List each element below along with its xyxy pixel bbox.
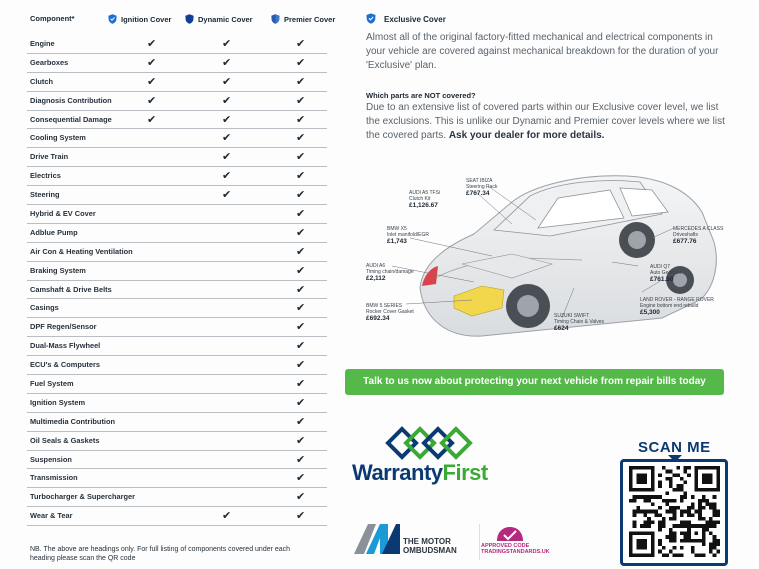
car-part: Engine bottom end rebuild bbox=[640, 303, 699, 309]
table-row bbox=[27, 281, 327, 300]
component-label: Consequential Damage bbox=[30, 114, 112, 124]
component-label: DPF Regen/Sensor bbox=[30, 322, 97, 332]
table-row bbox=[27, 129, 327, 148]
check-icon: ✔ bbox=[296, 339, 306, 353]
car-price: £692.34 bbox=[366, 315, 390, 322]
check-icon: ✔ bbox=[222, 509, 232, 523]
car-part: Timing chain/damage bbox=[366, 269, 414, 275]
component-label: Fuel System bbox=[30, 379, 74, 389]
car-price: £624 bbox=[554, 325, 569, 332]
table-row bbox=[27, 73, 327, 92]
car-price: £761.50 bbox=[650, 276, 674, 283]
header-premier-label: Premier Cover bbox=[284, 15, 336, 24]
contact-banner: Talk to us now about protecting your next vehicle from repair bills today bbox=[345, 369, 724, 395]
header-dynamic-label: Dynamic Cover bbox=[198, 15, 253, 24]
ask-dealer-text: Ask your dealer for more details. bbox=[448, 130, 605, 141]
check-icon: ✔ bbox=[296, 150, 306, 164]
check-icon: ✔ bbox=[222, 112, 232, 126]
car-part: Rocker Cover Gasket bbox=[366, 309, 414, 315]
check-icon: ✔ bbox=[296, 509, 306, 523]
header-component: Component* bbox=[30, 14, 75, 23]
check-icon: ✔ bbox=[296, 263, 306, 277]
component-label: Braking System bbox=[30, 265, 86, 275]
table-row bbox=[27, 262, 327, 281]
check-icon: ✔ bbox=[147, 93, 157, 107]
exclusive-cover-heading bbox=[366, 13, 446, 24]
brand-warranty: Warranty bbox=[352, 460, 443, 485]
table-row bbox=[27, 148, 327, 167]
table-footnote: NB. The above are headings only. For full listing of components covered under each heading please scan the QR code bbox=[30, 546, 291, 562]
warranty-first-logo bbox=[352, 460, 488, 486]
table-row bbox=[27, 167, 327, 186]
check-icon: ✔ bbox=[147, 74, 157, 88]
exclusive-cover-title: Exclusive Cover bbox=[384, 15, 446, 24]
check-icon: ✔ bbox=[296, 395, 306, 409]
car-price: £2,112 bbox=[366, 275, 386, 282]
table-row bbox=[27, 299, 327, 318]
car-name: AUDI A5 TFSi bbox=[409, 190, 441, 196]
check-icon: ✔ bbox=[296, 377, 306, 391]
component-label: Camshaft & Drive Belts bbox=[30, 284, 112, 294]
check-icon: ✔ bbox=[296, 112, 306, 126]
check-icon: ✔ bbox=[296, 207, 306, 221]
component-label: Electrics bbox=[30, 171, 61, 181]
check-icon: ✔ bbox=[296, 93, 306, 107]
car-price: £677.76 bbox=[673, 238, 697, 245]
approved-code-logo bbox=[481, 543, 550, 555]
table-row bbox=[27, 318, 327, 337]
check-icon: ✔ bbox=[296, 55, 306, 69]
car-name: BMW X5 bbox=[387, 226, 407, 232]
car-name: LAND ROVER - RANGE ROVER bbox=[640, 297, 714, 303]
car-name: BMW 5 SERIES bbox=[366, 303, 403, 309]
check-icon: ✔ bbox=[296, 188, 306, 202]
check-icon: ✔ bbox=[222, 150, 232, 164]
component-label: Drive Train bbox=[30, 152, 69, 162]
car-example-audi-a5 bbox=[409, 190, 440, 210]
car-example-suzuki-swift bbox=[554, 313, 604, 333]
component-label: Adblue Pump bbox=[30, 227, 78, 237]
not-covered-description bbox=[366, 101, 726, 143]
table-row bbox=[27, 394, 327, 413]
check-icon: ✔ bbox=[296, 433, 306, 447]
not-covered-text: Due to an extensive list of covered parts within our Exclusive cover level, we list the exclusions. This is unlike our Dynamic and Premier cover levels where we list the covered parts. bbox=[366, 102, 725, 141]
table-row bbox=[27, 35, 327, 54]
check-icon: ✔ bbox=[296, 471, 306, 485]
check-icon: ✔ bbox=[296, 490, 306, 504]
table-row bbox=[27, 375, 327, 394]
car-part: Timing Chain & Valves bbox=[554, 319, 605, 325]
approved-line1: APPROVED CODE bbox=[481, 543, 530, 549]
brand-first: First bbox=[442, 460, 488, 485]
check-icon: ✔ bbox=[222, 169, 232, 183]
check-icon: ✔ bbox=[222, 93, 232, 107]
component-label: Hybrid & EV Cover bbox=[30, 209, 96, 219]
component-label: Gearboxes bbox=[30, 57, 69, 67]
car-price: £1,126.67 bbox=[409, 202, 438, 209]
component-label: Multimedia Contribution bbox=[30, 416, 115, 426]
shield-icon bbox=[271, 14, 280, 24]
component-label: Suspension bbox=[30, 454, 72, 464]
check-icon: ✔ bbox=[296, 358, 306, 372]
check-icon: ✔ bbox=[222, 55, 232, 69]
check-icon: ✔ bbox=[296, 452, 306, 466]
table-row bbox=[27, 243, 327, 262]
shield-icon bbox=[108, 14, 117, 24]
car-example-mercedes-a-class bbox=[673, 226, 723, 246]
check-icon: ✔ bbox=[222, 131, 232, 145]
table-row bbox=[27, 224, 327, 243]
check-icon: ✔ bbox=[296, 282, 306, 296]
component-label: Casings bbox=[30, 303, 59, 313]
scan-me-label: SCAN ME bbox=[638, 439, 711, 456]
component-label: Ignition System bbox=[30, 397, 86, 407]
header-ignition-label: Ignition Cover bbox=[121, 15, 172, 24]
check-icon: ✔ bbox=[296, 301, 306, 315]
table-row bbox=[27, 186, 327, 205]
component-label: Turbocharger & Supercharger bbox=[30, 492, 135, 502]
table-row bbox=[27, 451, 327, 470]
table-row bbox=[27, 205, 327, 224]
table-row bbox=[27, 337, 327, 356]
car-name: MERCEDES A CLASS bbox=[673, 226, 724, 232]
shield-icon bbox=[185, 14, 194, 24]
table-row bbox=[27, 111, 327, 130]
component-label: Engine bbox=[30, 39, 55, 48]
shield-icon bbox=[366, 13, 376, 24]
check-icon: ✔ bbox=[222, 188, 232, 202]
table-row bbox=[27, 356, 327, 375]
table-row bbox=[27, 413, 327, 432]
table-row bbox=[27, 488, 327, 507]
table-row bbox=[27, 469, 327, 488]
coverage-table bbox=[27, 10, 336, 523]
car-example-bmw-x5 bbox=[387, 226, 429, 246]
check-icon: ✔ bbox=[222, 37, 232, 50]
car-example-seat-ibiza bbox=[466, 178, 497, 198]
car-name: AUDI A6 bbox=[366, 263, 386, 269]
qr-code[interactable] bbox=[629, 466, 720, 557]
component-label: Diagnosis Contribution bbox=[30, 95, 112, 105]
car-example-bmw-5-series bbox=[366, 303, 414, 323]
component-label: Clutch bbox=[30, 76, 53, 86]
check-icon: ✔ bbox=[296, 131, 306, 145]
header-premier-cover bbox=[271, 14, 335, 24]
check-icon: ✔ bbox=[296, 244, 306, 258]
check-icon: ✔ bbox=[147, 37, 157, 50]
ombudsman-line1: THE MOTOR bbox=[403, 537, 451, 546]
table-row bbox=[27, 432, 327, 451]
component-label: Dual-Mass Flywheel bbox=[30, 341, 101, 351]
check-icon: ✔ bbox=[222, 74, 232, 88]
component-label: Cooling System bbox=[30, 133, 86, 143]
car-example-audi-q7 bbox=[650, 264, 681, 284]
car-name: SEAT IBIZA bbox=[466, 178, 493, 184]
car-name: SUZUKI SWIFT bbox=[554, 313, 590, 319]
car-part: Steering Rack bbox=[466, 184, 498, 190]
check-icon: ✔ bbox=[147, 55, 157, 69]
component-label: Air Con & Heating Ventilation bbox=[30, 246, 133, 256]
car-price: £767.34 bbox=[466, 190, 490, 197]
check-icon: ✔ bbox=[296, 37, 306, 50]
check-icon: ✔ bbox=[296, 169, 306, 183]
ombudsman-line2: OMBUDSMAN bbox=[403, 546, 457, 555]
component-label: Steering bbox=[30, 190, 60, 200]
table-row bbox=[27, 92, 327, 111]
not-covered-heading: Which parts are NOT covered? bbox=[366, 91, 476, 100]
header-ignition-cover bbox=[108, 14, 171, 24]
header-dynamic-cover bbox=[185, 14, 253, 24]
car-example-audi-a6 bbox=[366, 263, 414, 283]
car-name: AUDI Q7 bbox=[650, 264, 671, 270]
component-label: ECU's & Computers bbox=[30, 360, 100, 370]
exclusive-cover-description: Almost all of the original factory-fitted mechanical and electrical components in your vehicle are covered against mechanical breakdown for the duration of your 'Exclusive' plan. bbox=[366, 32, 719, 71]
table-body bbox=[27, 35, 327, 526]
motor-ombudsman-logo bbox=[403, 537, 457, 555]
component-label: Transmission bbox=[30, 473, 78, 483]
table-row bbox=[27, 54, 327, 73]
check-icon: ✔ bbox=[147, 112, 157, 126]
table-row bbox=[27, 507, 327, 526]
check-icon: ✔ bbox=[296, 320, 306, 334]
car-part: Inlet manifold/EGR bbox=[387, 232, 429, 238]
car-part: Auto Gearbox bbox=[650, 270, 681, 276]
car-price: £1,743 bbox=[387, 238, 407, 245]
component-label: Oil Seals & Gaskets bbox=[30, 435, 100, 445]
check-icon: ✔ bbox=[296, 414, 306, 428]
approved-line2: TRADINGSTANDARDS.UK bbox=[481, 549, 550, 555]
check-icon: ✔ bbox=[296, 225, 306, 239]
component-label: Wear & Tear bbox=[30, 511, 73, 521]
check-icon: ✔ bbox=[296, 74, 306, 88]
car-example-range-rover bbox=[640, 297, 714, 317]
car-part: Driveshafts bbox=[673, 232, 699, 238]
car-price: £5,300 bbox=[640, 309, 660, 316]
qr-pointer-icon bbox=[668, 455, 682, 462]
table-header bbox=[27, 10, 336, 27]
car-part: Clutch Kit bbox=[409, 196, 431, 202]
